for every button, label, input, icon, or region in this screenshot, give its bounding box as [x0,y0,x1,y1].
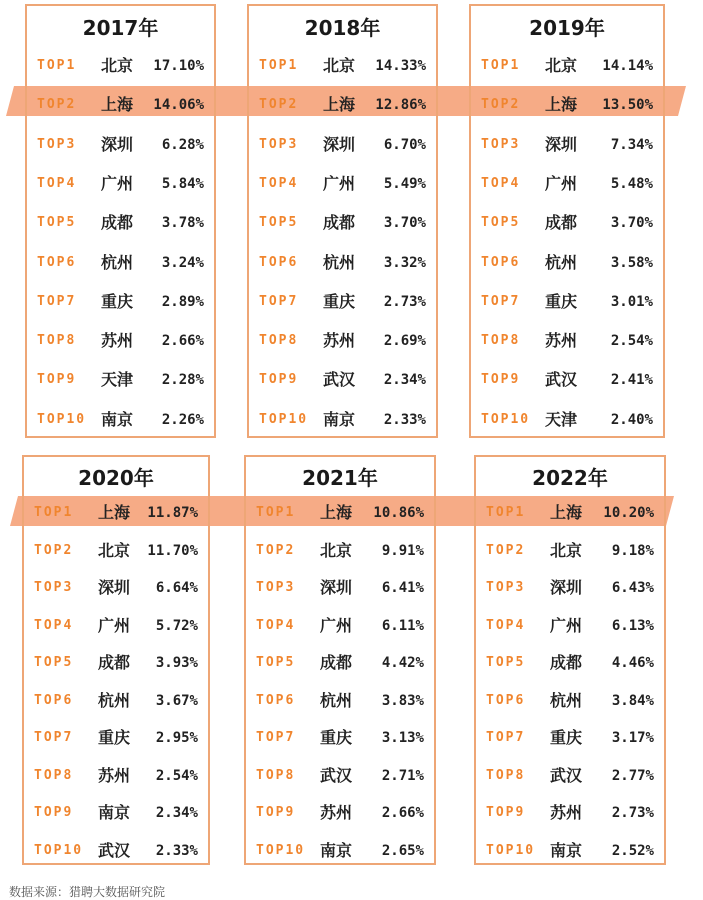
percentage-value: 3.93% [155,655,198,671]
percentage-value: 2.40% [610,411,653,428]
table-row [249,90,436,120]
city-name: 广州 [323,173,356,193]
table-row [471,405,663,435]
rank-label: TOP2 [259,97,299,113]
table-row [249,326,436,356]
table-row [471,51,663,81]
percentage-value: 3.83% [381,692,424,709]
city-name: 北京 [545,56,578,75]
ranking-table [244,455,436,865]
table-row [24,836,208,866]
percentage-value: 5.72% [155,617,198,634]
table-row [24,761,208,791]
table-row [246,573,434,603]
percentage-value: 6.13% [611,617,654,634]
percentage-value: 2.77% [611,767,654,784]
rank-label: TOP10 [259,411,309,427]
rank-label: TOP8 [259,333,299,349]
city-name: 武汉 [320,765,353,785]
table-row [246,498,434,528]
percentage-value: 11.87% [147,505,198,521]
city-name: 重庆 [320,728,353,747]
ranking-table [474,455,666,865]
rank-label: TOP9 [486,805,526,820]
rank-label: TOP8 [37,333,77,349]
city-name: 北京 [101,56,134,75]
percentage-value: 3.24% [161,254,204,271]
table-row [246,836,434,866]
city-name: 上海 [545,95,578,115]
rank-label: TOP10 [486,842,536,858]
table-title: 2019年 [529,16,605,40]
rank-label: TOP10 [37,411,87,427]
table-row [249,405,436,435]
table-row [249,287,436,317]
table-row [246,761,434,791]
percentage-value: 2.66% [381,805,424,821]
rank-label: TOP1 [256,505,296,520]
table-row [27,169,214,199]
table-row [476,836,664,866]
table-row [24,536,208,566]
city-name: 广州 [320,615,353,635]
rank-label: TOP3 [256,580,296,595]
table-row [471,208,663,238]
percentage-value: 2.95% [155,730,198,746]
percentage-value: 14.33% [375,58,426,74]
city-name: 深圳 [545,134,578,154]
ranking-table [25,4,216,438]
ranking-table [469,4,665,438]
percentage-value: 3.58% [610,254,653,271]
city-name: 北京 [98,540,131,560]
rank-label: TOP5 [486,655,526,670]
percentage-value: 13.50% [602,97,653,114]
rank-label: TOP7 [256,730,296,745]
rank-label: TOP7 [481,293,521,309]
city-name: 深圳 [323,134,356,154]
table-row [24,798,208,828]
table-row [27,326,214,356]
city-name: 广州 [98,615,131,635]
percentage-value: 6.64% [155,580,198,596]
rank-label: TOP2 [486,542,526,558]
table-row [476,573,664,603]
rank-label: TOP6 [34,692,74,708]
table-row [27,405,214,435]
table-row [27,248,214,278]
percentage-value: 3.32% [383,254,426,271]
percentage-value: 2.28% [161,372,204,389]
rank-label: TOP6 [481,254,521,270]
table-row [27,51,214,81]
city-name: 成都 [98,653,131,672]
city-name: 武汉 [550,765,583,785]
percentage-value: 2.34% [155,805,198,821]
table-title: 2021年 [302,466,378,490]
city-name: 重庆 [323,291,356,311]
city-name: 上海 [323,95,356,115]
table-row [246,798,434,828]
ranking-table [22,455,210,865]
rank-label: TOP3 [481,136,521,152]
percentage-value: 12.86% [375,97,426,114]
table-row [249,51,436,81]
city-name: 武汉 [323,370,356,390]
rank-label: TOP3 [486,580,526,595]
city-name: 北京 [320,540,353,560]
city-name: 重庆 [101,291,134,311]
table-row [246,723,434,753]
percentage-value: 3.13% [381,730,424,746]
rank-label: TOP9 [34,805,74,820]
table-row [476,611,664,641]
city-name: 成都 [320,653,353,672]
percentage-value: 6.28% [161,136,204,153]
rank-label: TOP7 [34,730,74,745]
rank-label: TOP2 [256,542,296,558]
table-row [27,287,214,317]
table-row [249,365,436,395]
city-name: 上海 [550,503,583,522]
city-name: 武汉 [98,840,131,860]
percentage-value: 2.73% [383,293,426,310]
city-name: 深圳 [101,134,134,154]
table-row [471,169,663,199]
percentage-value: 4.42% [381,655,424,671]
rank-label: TOP4 [259,175,299,191]
percentage-value: 11.70% [147,542,198,559]
percentage-value: 9.91% [381,542,424,559]
rank-label: TOP9 [481,372,521,388]
city-name: 北京 [550,540,583,560]
rank-label: TOP4 [481,175,521,191]
city-name: 上海 [320,503,353,522]
rank-label: TOP3 [34,580,74,595]
percentage-value: 10.86% [373,505,424,521]
percentage-value: 3.70% [610,215,653,232]
rank-label: TOP2 [37,97,77,113]
city-name: 成都 [550,653,583,672]
city-name: 天津 [545,409,578,429]
percentage-value: 17.10% [153,58,204,74]
city-name: 南京 [98,803,131,822]
percentage-value: 2.26% [161,411,204,428]
table-row [246,648,434,678]
city-name: 北京 [323,56,356,75]
percentage-value: 7.34% [610,136,653,153]
city-name: 成都 [323,213,356,233]
percentage-value: 3.70% [383,215,426,232]
table-row [249,130,436,160]
rank-label: TOP10 [481,411,531,427]
rank-label: TOP1 [486,505,526,520]
percentage-value: 3.84% [611,692,654,709]
table-row [471,365,663,395]
table-row [27,208,214,238]
table-row [471,248,663,278]
table-title: 2017年 [82,16,159,40]
rank-label: TOP6 [256,692,296,708]
data-source-note: 数据来源：猎聘大数据研究院 [9,885,166,899]
city-name: 南京 [323,409,356,429]
city-name: 苏州 [550,803,583,822]
rank-label: TOP1 [259,58,299,73]
rank-label: TOP8 [34,767,74,783]
city-name: 深圳 [550,578,583,597]
rank-label: TOP6 [37,254,77,270]
city-name: 苏州 [545,331,578,351]
city-name: 南京 [101,409,134,429]
city-name: 杭州 [101,252,134,272]
rank-label: TOP6 [486,692,526,708]
percentage-value: 2.54% [610,333,653,350]
rank-label: TOP4 [486,617,526,633]
rank-label: TOP9 [37,372,77,388]
percentage-value: 2.33% [155,842,198,859]
city-name: 广州 [101,173,134,193]
rank-label: TOP9 [259,372,299,388]
table-row [24,723,208,753]
percentage-value: 14.06% [153,97,204,114]
table-row [246,611,434,641]
percentage-value: 10.20% [603,505,654,521]
rank-label: TOP8 [486,767,526,783]
percentage-value: 2.34% [383,372,426,389]
percentage-value: 6.43% [611,580,654,596]
percentage-value: 2.89% [161,293,204,310]
percentage-value: 2.71% [381,767,424,784]
rank-label: TOP6 [259,254,299,270]
rank-label: TOP5 [481,215,521,231]
rank-label: TOP5 [259,215,299,231]
percentage-value: 6.41% [381,580,424,596]
table-row [249,248,436,278]
table-row [476,686,664,716]
rank-label: TOP10 [256,842,306,858]
percentage-value: 9.18% [611,542,654,559]
table-row [249,208,436,238]
rank-label: TOP3 [37,136,77,152]
percentage-value: 5.84% [161,175,204,192]
percentage-value: 2.52% [611,842,654,859]
city-name: 上海 [101,95,134,115]
rank-label: TOP8 [256,767,296,783]
table-row [471,130,663,160]
city-name: 重庆 [98,728,131,747]
rank-label: TOP8 [481,333,521,349]
table-row [24,648,208,678]
city-name: 广州 [545,173,578,193]
percentage-value: 2.65% [381,842,424,859]
percentage-value: 6.11% [381,617,424,634]
rank-label: TOP7 [259,293,299,309]
table-row [476,798,664,828]
percentage-value: 2.41% [610,372,653,389]
rank-label: TOP1 [481,58,521,73]
table-row [27,365,214,395]
city-name: 苏州 [101,331,134,351]
city-name: 深圳 [98,578,131,597]
rank-label: TOP4 [34,617,74,633]
table-row [471,90,663,120]
rank-label: TOP1 [34,505,74,520]
city-name: 苏州 [98,765,131,785]
city-name: 杭州 [323,252,356,272]
city-name: 重庆 [550,728,583,747]
percentage-value: 6.70% [383,136,426,153]
table-row [246,686,434,716]
rank-label: TOP7 [37,293,77,309]
city-name: 上海 [98,503,131,522]
table-title: 2018年 [304,16,381,40]
table-row [471,326,663,356]
city-name: 武汉 [545,370,578,390]
city-name: 南京 [550,840,583,860]
percentage-value: 5.49% [383,175,426,192]
rank-label: TOP10 [34,842,84,858]
city-name: 苏州 [320,803,353,822]
rank-label: TOP5 [256,655,296,670]
city-name: 成都 [101,213,134,233]
percentage-value: 3.01% [610,293,653,310]
percentage-value: 3.17% [611,730,654,746]
table-row [24,686,208,716]
city-name: 天津 [101,370,134,390]
percentage-value: 14.14% [602,58,653,74]
rank-label: TOP2 [481,97,521,113]
percentage-value: 5.48% [610,175,653,192]
table-title: 2020年 [78,466,154,490]
city-name: 杭州 [545,252,578,272]
percentage-value: 4.46% [611,655,654,671]
rank-label: TOP4 [256,617,296,633]
table-row [476,723,664,753]
city-name: 苏州 [323,331,356,351]
rank-label: TOP3 [259,136,299,152]
rank-label: TOP1 [37,58,77,73]
percentage-value: 2.69% [383,333,426,350]
percentage-value: 2.33% [383,411,426,428]
city-name: 深圳 [320,578,353,597]
table-row [249,169,436,199]
city-name: 成都 [545,213,578,233]
table-row [27,90,214,120]
table-row [27,130,214,160]
table-row [476,648,664,678]
table-row [476,498,664,528]
table-row [246,536,434,566]
city-name: 杭州 [320,690,353,710]
table-row [24,573,208,603]
rank-label: TOP9 [256,805,296,820]
table-title: 2022年 [532,466,608,490]
city-name: 杭州 [98,690,131,710]
table-row [476,536,664,566]
city-name: 南京 [320,840,353,860]
rank-label: TOP5 [37,215,77,231]
rank-label: TOP7 [486,730,526,745]
percentage-value: 2.54% [155,767,198,784]
table-row [24,498,208,528]
percentage-value: 3.78% [161,215,204,232]
percentage-value: 2.73% [611,805,654,821]
city-name: 广州 [550,615,583,635]
city-name: 重庆 [545,291,578,311]
table-row [471,287,663,317]
city-name: 杭州 [550,690,583,710]
percentage-value: 3.67% [155,692,198,709]
rank-label: TOP2 [34,542,74,558]
table-row [476,761,664,791]
percentage-value: 2.66% [161,333,204,350]
rank-label: TOP4 [37,175,77,191]
rank-label: TOP5 [34,655,74,670]
ranking-table [247,4,438,438]
table-row [24,611,208,641]
